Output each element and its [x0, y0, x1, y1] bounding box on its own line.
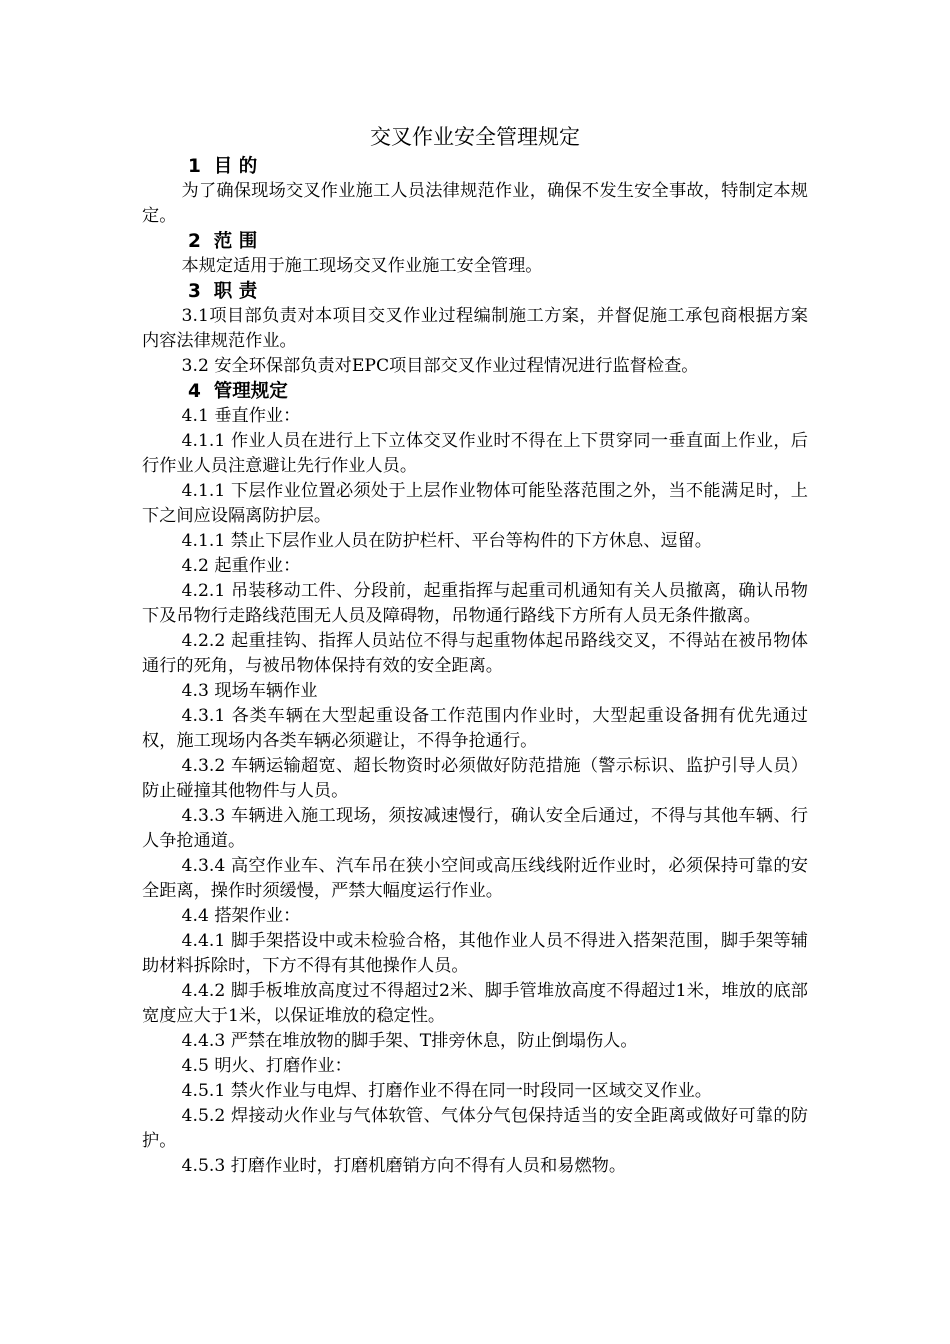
document-page [142, 120, 808, 1179]
document-title: 交叉作业安全管理规定 [370, 125, 580, 149]
paragraph: 4.5.1 禁火作业与电焊、打磨作业不得在同一时段同一区域交叉作业。 [181, 1081, 712, 1101]
paragraph: 4.4.3 严禁在堆放物的脚手架、T排旁休息，防止倒塌伤人。 [181, 1031, 638, 1051]
paragraph: 4.5 明火、打磨作业： [181, 1056, 352, 1076]
document-body [142, 154, 808, 1179]
paragraph: 4.1.1 作业人员在进行上下立体交叉作业时不得在上下贯穿同一垂直面上作业，后行作业人员注意避让先行作业人员。 [142, 431, 808, 476]
paragraph: 为了确保现场交叉作业施工人员法律规范作业，确保不发生安全事故，特制定本规定。 [142, 181, 808, 226]
paragraph: 4.4 搭架作业： [181, 906, 301, 926]
paragraph: 4.4.2 脚手板堆放高度过不得超过2米、脚手管堆放高度不得超过1米，堆放的底部宽度应大于1米，以保证堆放的稳定性。 [142, 981, 808, 1026]
paragraph: 本规定适用于施工现场交叉作业施工安全管理。 [181, 256, 543, 276]
paragraph: 3.2 安全环保部负责对EPC项目部交叉作业过程情况进行监督检查。 [181, 356, 699, 376]
paragraph: 4.3.1 各类车辆在大型起重设备工作范围内作业时，大型起重设备拥有优先通过权，施工现场内各类车辆必须避让，不得争抢通行。 [142, 706, 808, 751]
section-heading: 4 管理规定 [188, 381, 288, 402]
paragraph: 4.2.1 吊装移动工件、分段前，起重指挥与起重司机通知有关人员撤离，确认吊物下及吊物行走路线范围无人员及障碍物，吊物通行路线下方所有人员无条件撤离。 [142, 581, 808, 626]
paragraph: 4.2.2 起重挂钩、指挥人员站位不得与起重物体起吊路线交叉，不得站在被吊物体通行的死角，与被吊物体保持有效的安全距离。 [142, 631, 808, 676]
paragraph: 4.3.2 车辆运输超宽、超长物资时必须做好防范措施（警示标识、监护引导人员）防止碰撞其他物件与人员。 [142, 756, 808, 801]
paragraph: 4.4.1 脚手架搭设中或未检验合格，其他作业人员不得进入搭架范围，脚手架等辅助材料拆除时，下方不得有其他操作人员。 [142, 931, 808, 976]
paragraph: 4.5.2 焊接动火作业与气体软管、气体分气包保持适当的安全距离或做好可靠的防护。 [142, 1106, 808, 1151]
paragraph: 4.1.1 禁止下层作业人员在防护栏杆、平台等构件的下方休息、逗留。 [181, 531, 712, 551]
paragraph: 4.3 现场车辆作业 [181, 681, 318, 701]
section-heading: 1 目 的 [188, 156, 258, 177]
section-heading: 2 范 围 [188, 231, 258, 252]
paragraph: 4.3.4 高空作业车、汽车吊在狭小空间或高压线线附近作业时，必须保持可靠的安全距离，操作时须缓慢，严禁大幅度运行作业。 [142, 856, 808, 901]
paragraph: 4.3.3 车辆进入施工现场，须按减速慢行，确认安全后通过，不得与其他车辆、行人争抢通道。 [142, 806, 808, 851]
paragraph: 3.1项目部负责对本项目交叉作业过程编制施工方案，并督促施工承包商根据方案内容法律规范作业。 [142, 306, 808, 351]
paragraph: 4.5.3 打磨作业时，打磨机磨销方向不得有人员和易燃物。 [181, 1156, 627, 1176]
paragraph: 4.2 起重作业： [181, 556, 301, 576]
section-heading: 3 职 责 [188, 281, 258, 302]
paragraph: 4.1 垂直作业： [181, 406, 301, 426]
paragraph: 4.1.1 下层作业位置必须处于上层作业物体可能坠落范围之外，当不能满足时，上下之间应设隔离防护层。 [142, 481, 808, 526]
